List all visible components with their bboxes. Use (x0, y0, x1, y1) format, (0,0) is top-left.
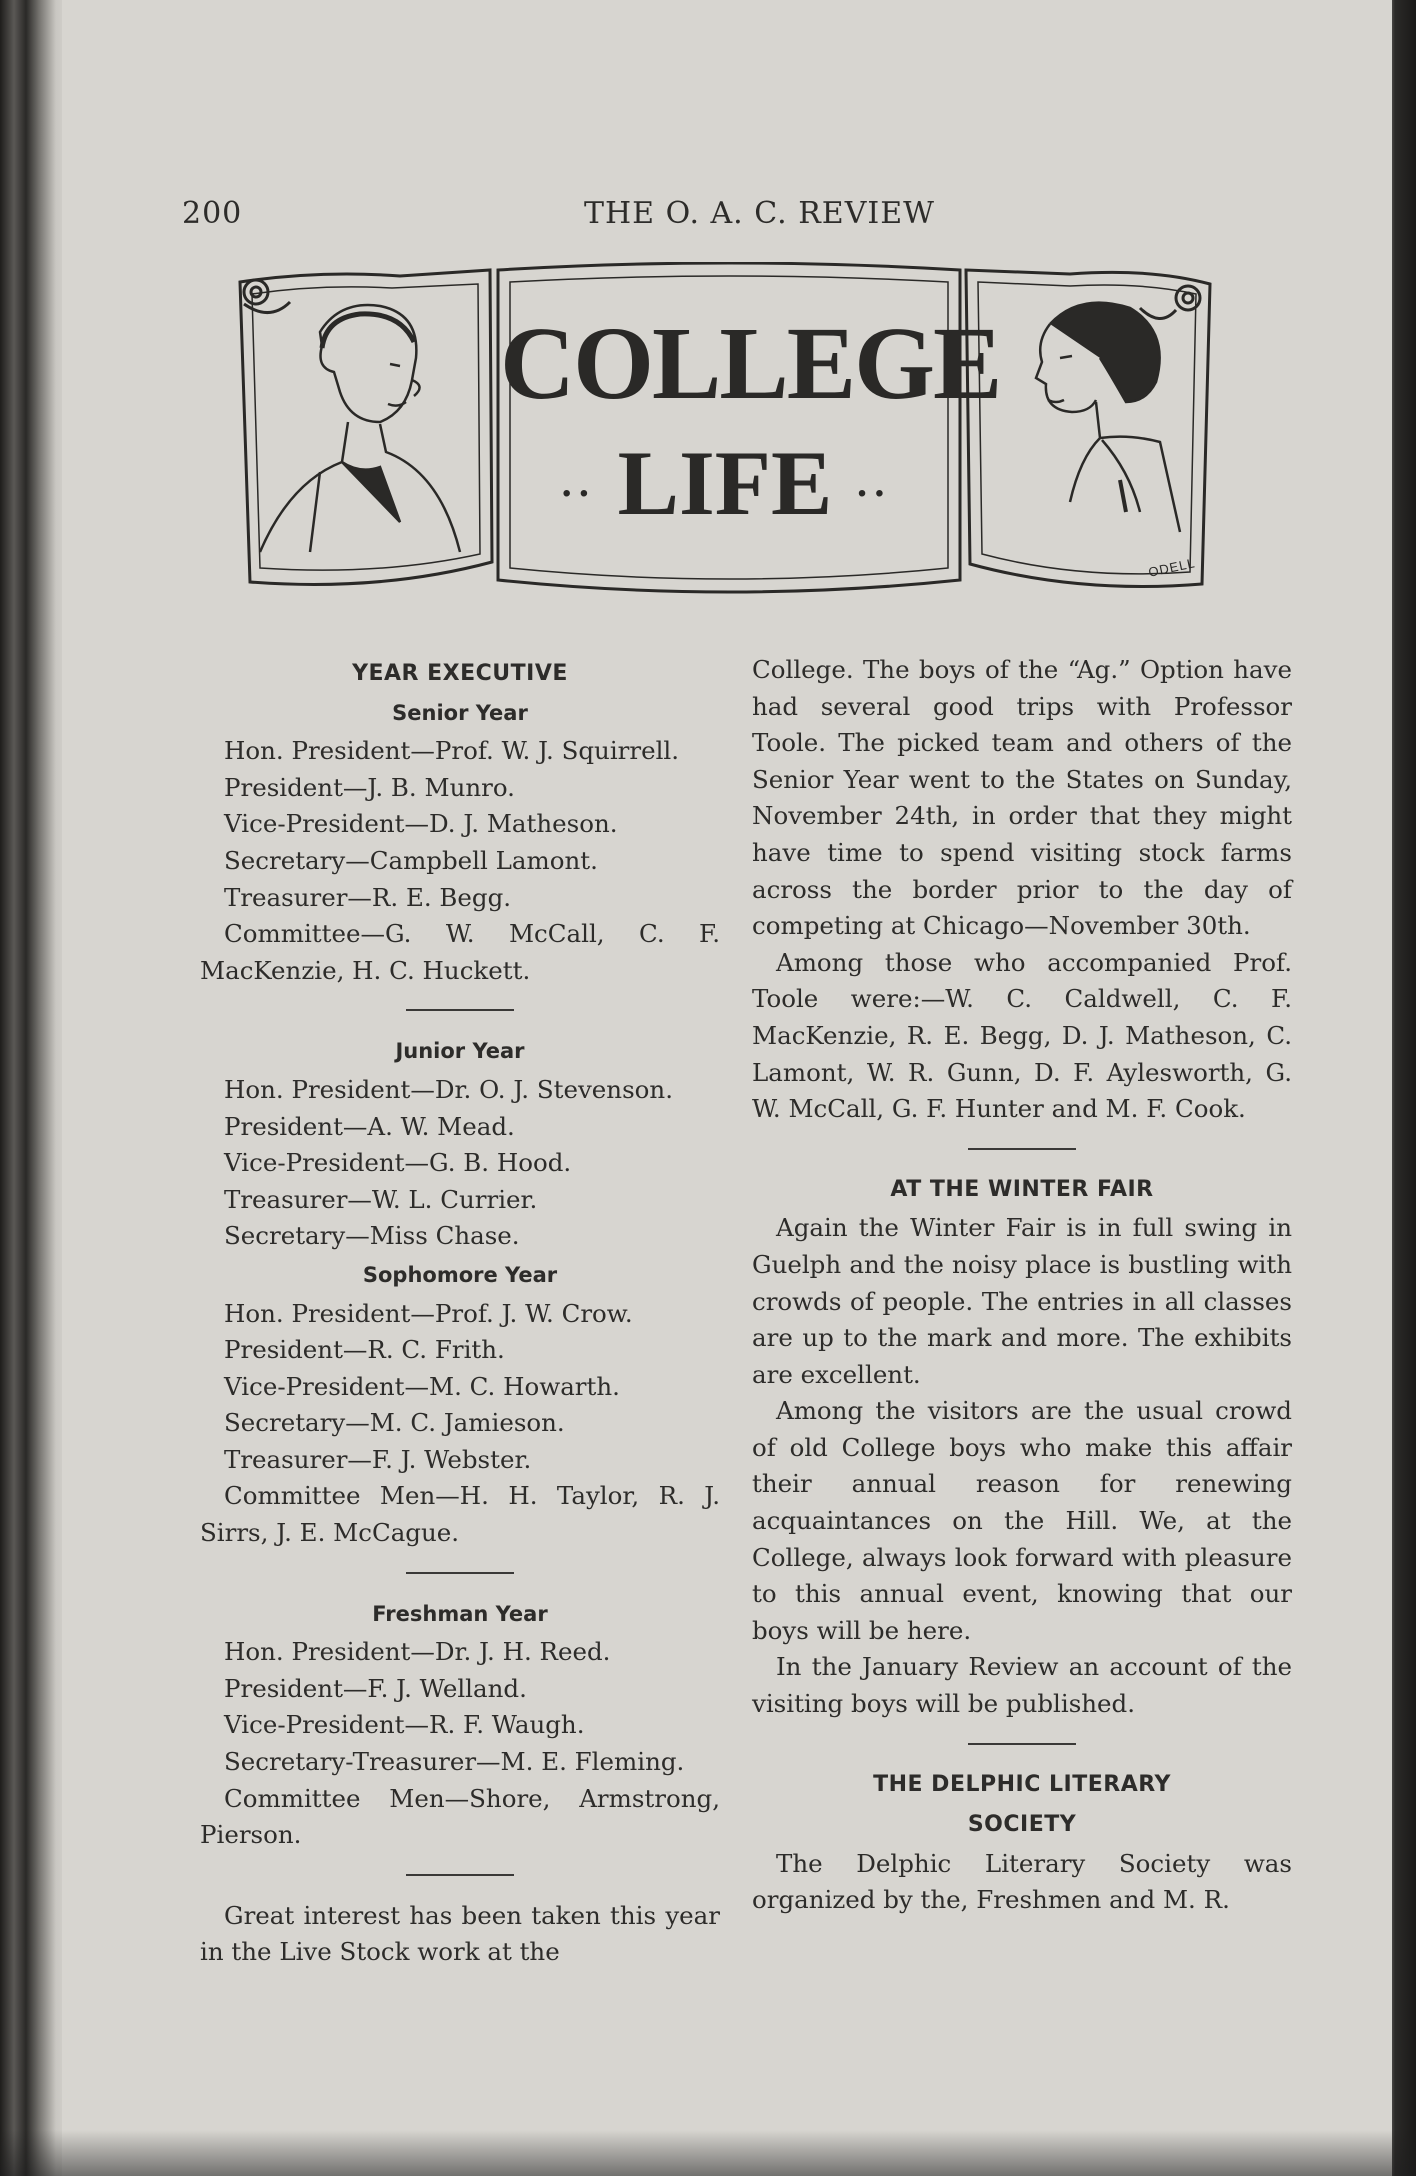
junior-year-heading: Junior Year (395, 1039, 525, 1064)
left-column (200, 652, 720, 1971)
winter-fair-heading: AT THE WINTER FAIR (890, 1176, 1154, 1202)
list-item: Committee—G. W. McCall, C. F. MacKenzie, H. C. Huckett. (200, 919, 720, 985)
list-item: Vice-President—M. C. Howarth. (224, 1371, 620, 1401)
delphic-heading-line2: SOCIETY (967, 1812, 1077, 1838)
college-life-banner (230, 262, 1220, 614)
list-item: Secretary—M. C. Jamieson. (224, 1408, 565, 1438)
banner-title-life (500, 430, 950, 536)
accompanied-paragraph: Among those who accompanied Prof. Toole were:—W. C. Caldwell, C. F. MacKenzie, R. E. Begg, D. J. Matheson, C. Lamont, W. R. Gunn, D. F. Aylesworth, G. W. McCall, G. F. Hunter and M. F. Cook. (752, 947, 1292, 1124)
male-portrait (260, 305, 460, 552)
list-item: President—A. W. Mead. (224, 1111, 515, 1141)
page-header (182, 196, 1212, 236)
list-item: Secretary—Campbell Lamont. (224, 845, 598, 875)
list-item: Secretary-Treasurer—M. E. Fleming. (224, 1747, 685, 1777)
list-item: Hon. President—Dr. J. H. Reed. (224, 1637, 611, 1667)
artist-signature: ODELL (1146, 555, 1197, 580)
senior-year-heading: Senior Year (392, 700, 528, 725)
visitors-paragraph: Among the visitors are the usual crowd of old College boys who make this affair their annual reason for renewing acquaintances on the Hill. We, at the College, always look forward with pleasure to this annual event, knowing that our boys will be here. (752, 1396, 1292, 1645)
page-bottom-shadow (0, 2130, 1416, 2176)
list-item: Hon. President—Prof. J. W. Crow. (224, 1298, 633, 1328)
left-dots: ·· (559, 470, 595, 516)
right-dots: ·· (855, 470, 891, 516)
list-item: Committee Men—Shore, Armstrong, Pierson. (200, 1783, 720, 1850)
live-stock-paragraph: Great interest has been taken this year in the Live Stock work at the (200, 1900, 720, 1967)
sophomore-year-heading: Sophomore Year (362, 1262, 558, 1287)
page-number: 200 (182, 196, 243, 231)
list-item: Committee Men—H. H. Taylor, R. J. Sirrs, J. E. McCague. (200, 1481, 720, 1548)
section-divider (406, 1572, 514, 1574)
delphic-paragraph: The Delphic Literary Society was organized by the, Freshmen and M. R. (752, 1848, 1292, 1915)
list-item: Vice-President—R. F. Waugh. (224, 1710, 585, 1740)
section-divider (406, 1874, 514, 1876)
list-item: Treasurer—W. L. Currier. (224, 1184, 538, 1214)
list-item: Secretary—Miss Chase. (224, 1221, 520, 1251)
left-panel-frame (240, 270, 492, 585)
delphic-heading-line1: THE DELPHIC LITERARY (873, 1771, 1171, 1797)
list-item: Hon. President—Dr. O. J. Stevenson. (224, 1074, 673, 1104)
section-divider (968, 1148, 1076, 1150)
list-item: President—J. B. Munro. (224, 772, 515, 802)
list-item: President—F. J. Welland. (224, 1673, 527, 1703)
female-portrait (1036, 303, 1180, 532)
winter-fair-paragraph: Again the Winter Fair is in full swing in Guelph and the noisy place is bustling with crowds of people. The entries in all classes are up to the mark and more. The exhibits are excellent. (752, 1213, 1292, 1389)
list-item: Treasurer—F. J. Webster. (224, 1444, 532, 1474)
section-divider (968, 1743, 1076, 1745)
freshman-year-heading: Freshman Year (372, 1601, 548, 1626)
banner-title-college: COLLEGE (500, 306, 1001, 421)
list-item: Vice-President—G. B. Hood. (224, 1148, 572, 1178)
running-head: THE O. A. C. REVIEW (584, 196, 935, 231)
year-executive-heading: YEAR EXECUTIVE (352, 661, 568, 686)
list-item: Vice-President—D. J. Matheson. (224, 809, 618, 839)
ag-option-paragraph: College. The boys of the “Ag.” Option have had several good trips with Professor Toole. The picked team and others of the Senior Year went to the States on Sunday, November 24th, in order that they might have time to spend visiting stock farms across the border prior to the day of competing at Chicago—November 30th. (752, 655, 1292, 941)
january-review-paragraph: In the January Review an account of the visiting boys will be published. (752, 1652, 1292, 1719)
right-column (752, 652, 1292, 1919)
list-item: Hon. President—Prof. W. J. Squirrell. (224, 736, 680, 766)
section-divider (406, 1009, 514, 1011)
banner-word-life: LIFE (617, 432, 833, 534)
list-item: Treasurer—R. E. Begg. (224, 882, 512, 912)
list-item: President—R. C. Frith. (224, 1335, 505, 1365)
